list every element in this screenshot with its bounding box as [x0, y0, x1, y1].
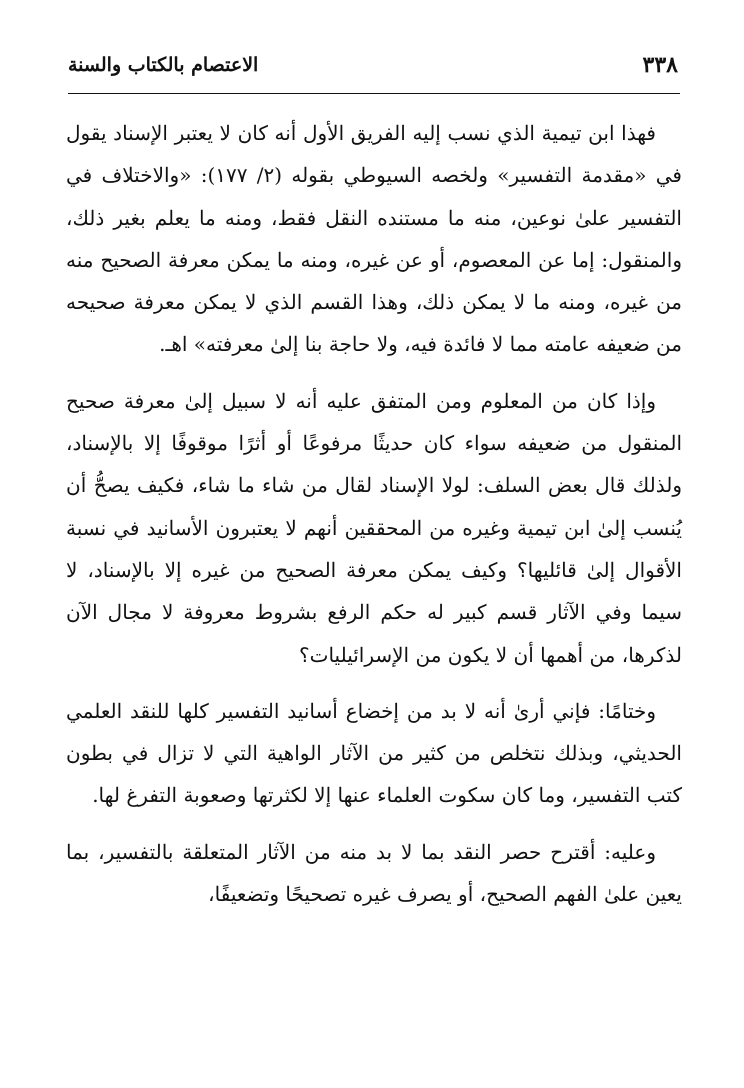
- page-number: ٣٣٨: [642, 52, 678, 78]
- paragraph-text: وختامًا: فإني أرىٰ أنه لا بد من إخضاع أسانيد التفسير كلها للنقد العلمي الحديثي، وبذلك نتخلص من كثير من الآثار الواهية التي لا تزال في بطون كتب التفسير، وما كان سكوت العلماء عنها إلا لكثرتها وصعوبة التفرغ لها.: [66, 698, 682, 808]
- header-divider: [68, 93, 680, 94]
- paragraph: [66, 831, 682, 916]
- body-text: [66, 112, 682, 915]
- paragraph-text: وإذا كان من المعلوم ومن المتفق عليه أنه لا سبيل إلىٰ معرفة صحيح المنقول من ضعيفه سواء كان حديثًا مرفوعًا أو أثرًا موقوفًا إلا بالإسناد، ولذلك قال بعض السلف: لولا الإسناد لقال من شاء ما شاء، فكيف يصحُّ أن يُنسب إلىٰ ابن تيمية وغيره من المحققين أنهم لا يعتبرون الأسانيد في نسبة الأقوال إلىٰ قائليها؟ وكيف يمكن معرفة الصحيح من غيره إلا بالإسناد، لا سيما وفي الآثار قسم كبير له حكم الرفع بشروط معروفة لا مجال الآن لذكرها، من أهمها أن لا يكون من الإسرائيليات؟: [66, 388, 682, 667]
- paragraph-text: فهذا ابن تيمية الذي نسب إليه الفريق الأول أنه كان لا يعتبر الإسناد يقول في «مقدمة التفسير» ولخصه السيوطي بقوله (٢/ ١٧٧): «والاختلاف في التفسير علىٰ نوعين، منه ما مستنده النقل فقط، ومنه ما يعلم بغير ذلك، والمنقول: إما عن المعصوم، أو عن غيره، ومنه ما يمكن معرفة الصحيح منه من غيره، ومنه ما لا يمكن ذلك، وهذا القسم الذي لا يمكن معرفة صحيحه من ضعيفه عامته مما لا فائدة فيه، ولا حاجة بنا إلىٰ معرفته» اهـ.: [66, 121, 682, 357]
- page-header: [68, 50, 680, 90]
- paragraph: [66, 112, 682, 366]
- paragraph: [66, 380, 682, 676]
- paragraph: [66, 690, 682, 817]
- paragraph-text: وعليه: أقترح حصر النقد بما لا بد منه من الآثار المتعلقة بالتفسير، بما يعين علىٰ الفهم الصحيح، أو يصرف غيره تصحيحًا وتضعيفًا،: [66, 839, 682, 907]
- running-title: الاعتصام بالكتاب والسنة: [68, 54, 259, 76]
